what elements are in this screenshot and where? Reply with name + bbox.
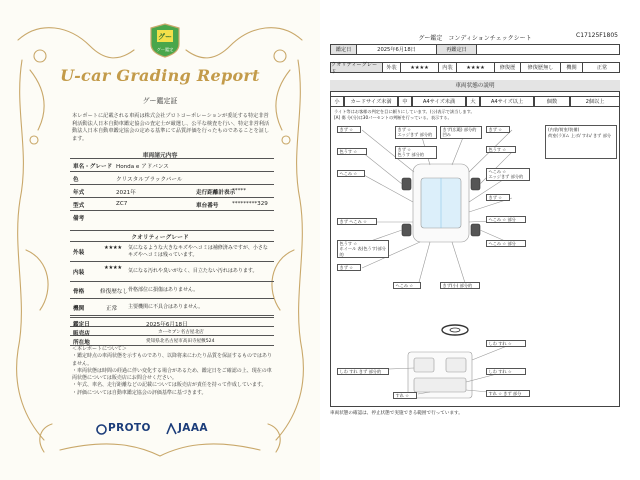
footer-label: 販売店 xyxy=(73,330,90,337)
size-mid-label: 中 xyxy=(398,96,412,107)
damage-callout: すれ ☆ xyxy=(393,392,417,399)
spec-label: 色 xyxy=(73,177,79,183)
notes-line: ・評価については自動車鑑定協会の評価基準に基づきます。 xyxy=(72,389,207,396)
spec-label: 型式 xyxy=(73,203,85,209)
engine-value: 正常 xyxy=(106,306,118,312)
spec-label: 年式 xyxy=(73,190,85,196)
quality-label: 外装 xyxy=(73,250,85,256)
damage-callout: きず(広範) 部分的 凹み xyxy=(440,126,482,139)
certificate-notes xyxy=(72,346,272,397)
spec-row-color xyxy=(70,172,274,185)
jaaa-logo: JAAA xyxy=(178,422,208,434)
mileage-value: ***** xyxy=(232,188,246,194)
interior-stars: ★★★★ xyxy=(104,265,122,271)
damage-callout: きず ☆ xyxy=(486,126,510,133)
spec-value: クリスタルブラックパール xyxy=(116,177,183,183)
footer-row-dealer xyxy=(70,327,274,336)
footer-row-date xyxy=(70,318,274,327)
spec-row-car-name xyxy=(70,159,274,172)
diagram-title: 車両状態の説明 xyxy=(330,80,620,92)
notes-line: ・車両状態は時間の経過に伴い変化する場合があるため、鑑定日をご確認の上、現在の車両状態については販売店にお問合せください。 xyxy=(72,367,272,382)
chassis-number: *********329 xyxy=(232,201,268,207)
notes-line: ・年式、車名、走行距離などの記載については販売店が責任を持って作成しています。 xyxy=(72,382,267,389)
footer-row-address xyxy=(70,336,274,346)
legend-line: ライト等はお客様の判定を目に頼りにしています。(公)表示で該当します。 xyxy=(334,109,475,114)
repair-label: 修復歴 xyxy=(495,63,521,72)
damage-callout: すれ ☆ きず 部分 xyxy=(486,390,530,397)
spec-label: 車台番号 xyxy=(196,203,219,209)
count-label: 個数 xyxy=(534,96,570,107)
footer-label: 鑑定日 xyxy=(73,321,90,328)
dealer-table xyxy=(70,317,274,346)
quality-desc: 主要機関に不具合はありません。 xyxy=(128,304,204,310)
quality-label: 骨格 xyxy=(73,289,85,295)
damage-callout: しわ すれ ☆ xyxy=(486,368,526,375)
spec-label: 車名・グレード xyxy=(73,164,113,170)
spec-table xyxy=(70,158,274,231)
spec-value: ZC7 xyxy=(116,201,128,207)
quality-row-frame xyxy=(70,282,274,299)
ext-label: 外装 xyxy=(383,63,401,72)
damage-callout: きず ☆ 色うす 部分的 xyxy=(395,146,437,159)
footer-value: 2025年6月18日 xyxy=(146,321,188,328)
certificate-title: U-car Grading Report xyxy=(60,66,260,85)
proto-logo-icon xyxy=(96,424,107,435)
other-notes-line: (内装/荷室/装備) xyxy=(548,127,580,132)
quality-label: 内装 xyxy=(73,270,85,276)
count-value: 2個以上 xyxy=(570,96,620,107)
proto-logo: PROTO xyxy=(108,422,151,434)
quality-label: 機関 xyxy=(73,306,85,312)
damage-callout: しわ すれ きず 部分的 xyxy=(337,368,389,375)
size-large-label: 大 xyxy=(466,96,480,107)
damage-callout: 色うす ☆ xyxy=(486,146,516,153)
grade-label: クオリティーグレード xyxy=(331,63,383,72)
svg-text:グー: グー xyxy=(158,33,172,41)
ext-stars: ★★★★ xyxy=(401,63,439,72)
footer-value: カーセブン名古屋北店 xyxy=(158,329,204,335)
damage-callout: へこみ ☆ 部分 xyxy=(486,240,526,247)
damage-callout: きず ☆ エッジきず 部分的 xyxy=(395,126,437,139)
re-date-label: 再鑑定日 xyxy=(437,45,477,54)
sheet-code: C17125F1805 xyxy=(576,32,618,39)
damage-callout: きず ☆ xyxy=(337,126,361,133)
spec-row-year xyxy=(70,185,274,198)
quality-desc: 気になる汚れや臭いがなく、目立たない汚れはあります。 xyxy=(128,268,258,274)
damage-callout: へこみ ☆ エッジきず 部分的 xyxy=(486,168,530,181)
other-notes-line: 荷室(ラ)/ム 上ボ/ すれ/ きず 部分 xyxy=(548,132,612,138)
car-diagram-icon xyxy=(330,120,620,410)
damage-callout: 色うす ☆ ホイール 表(色うす)部分的 xyxy=(337,240,389,258)
exterior-stars: ★★★★ xyxy=(104,245,122,251)
quality-row-engine xyxy=(70,299,274,316)
damage-callout: しわ すれ ☆ xyxy=(486,340,526,347)
jaaa-logo-icon xyxy=(166,423,177,435)
quality-section-title: クオリティーグレード xyxy=(131,235,189,241)
quality-table xyxy=(70,241,274,316)
quality-row-interior xyxy=(70,262,274,282)
spec-section-title: 車両諸元内容 xyxy=(142,153,178,159)
notes-line: ・鑑定時点の車両状態を示すものであり、以降将来にわたり品質を保証するものではありません。 xyxy=(72,353,273,367)
sheet-footer-note: 車両状態の確認は、停止状態で実施できる範囲で行っています。 xyxy=(330,411,463,416)
spec-label: 備考 xyxy=(73,216,85,222)
damage-callout: 色うす ☆ xyxy=(337,148,367,155)
size-small-value: カードサイズ未満 xyxy=(344,96,398,107)
date-value: 2025年6月18日 xyxy=(357,45,437,54)
date-label: 鑑定日 xyxy=(331,45,357,54)
diagram-legend xyxy=(334,109,620,120)
spec-row-remarks xyxy=(70,211,274,231)
goo-badge-icon xyxy=(148,22,182,58)
legend-line: [A] 傷 分(分)は30パーセントの判断を行っている。表示する。 xyxy=(334,114,452,120)
size-mid-value: A4サイズ未満 xyxy=(412,96,466,107)
quality-row-exterior xyxy=(70,242,274,262)
certificate-intro: 本レポートに記載される車両は株式会社プロトコーポレーションが委託する特定非営利活動法人日本自動車鑑定協会の査定士が厳選し、公平な検査を行い、特定非営利活動法人日本自動車鑑定協会の定める基準にて品質評価を行ったものであることを証します。 xyxy=(72,113,270,142)
size-legend-row xyxy=(330,96,620,107)
certificate-subtitle: グー鑑定証 xyxy=(142,97,178,105)
damage-callout: きず ☆ xyxy=(337,264,361,271)
spec-value: 2021年 xyxy=(116,190,136,196)
engine-label: 機関 xyxy=(561,63,583,72)
spec-value: Honda e アドバンス xyxy=(116,164,169,170)
spec-label: 走行距離計表示 xyxy=(196,190,236,196)
quality-desc: 気になるような大きなキズやヘコミは補修済みですが、小さなキズやヘコミは残っています。 xyxy=(128,245,268,258)
grade-row xyxy=(330,62,620,73)
engine-value: 正常 xyxy=(596,65,608,71)
int-label: 内装 xyxy=(439,63,457,72)
damage-callout: へこみ ☆ xyxy=(337,170,365,177)
damage-callout: へこみ ☆ xyxy=(393,282,421,289)
damage-callout: へこみ ☆ 部分 xyxy=(486,216,526,223)
date-row xyxy=(330,44,620,55)
damage-callout: きず(小) 部分的 xyxy=(440,282,480,289)
frame-value: 修復歴なし xyxy=(100,289,128,295)
damage-callout: きず へこみ ☆ xyxy=(337,218,377,225)
repair-value: 修復歴無し xyxy=(521,63,561,72)
size-small-label: 小 xyxy=(330,96,344,107)
notes-line: ＜本レポートについて＞ xyxy=(72,346,127,352)
int-stars: ★★★★ xyxy=(457,63,495,72)
re-date-value xyxy=(477,45,621,54)
sheet-title: グー鑑定 コンディションチェックシート xyxy=(418,35,532,42)
size-large-value: A4サイズ以上 xyxy=(480,96,534,107)
damage-callout: きず ☆ xyxy=(486,194,510,201)
svg-text:グー鑑定: グー鑑定 xyxy=(156,47,174,52)
footer-label: 所在地 xyxy=(73,340,90,346)
footer-value: 愛知県北名古屋市高田寺屋敷524 xyxy=(146,339,215,344)
spec-row-model xyxy=(70,198,274,211)
quality-desc: 骨格部位に損傷はありません。 xyxy=(128,287,199,293)
